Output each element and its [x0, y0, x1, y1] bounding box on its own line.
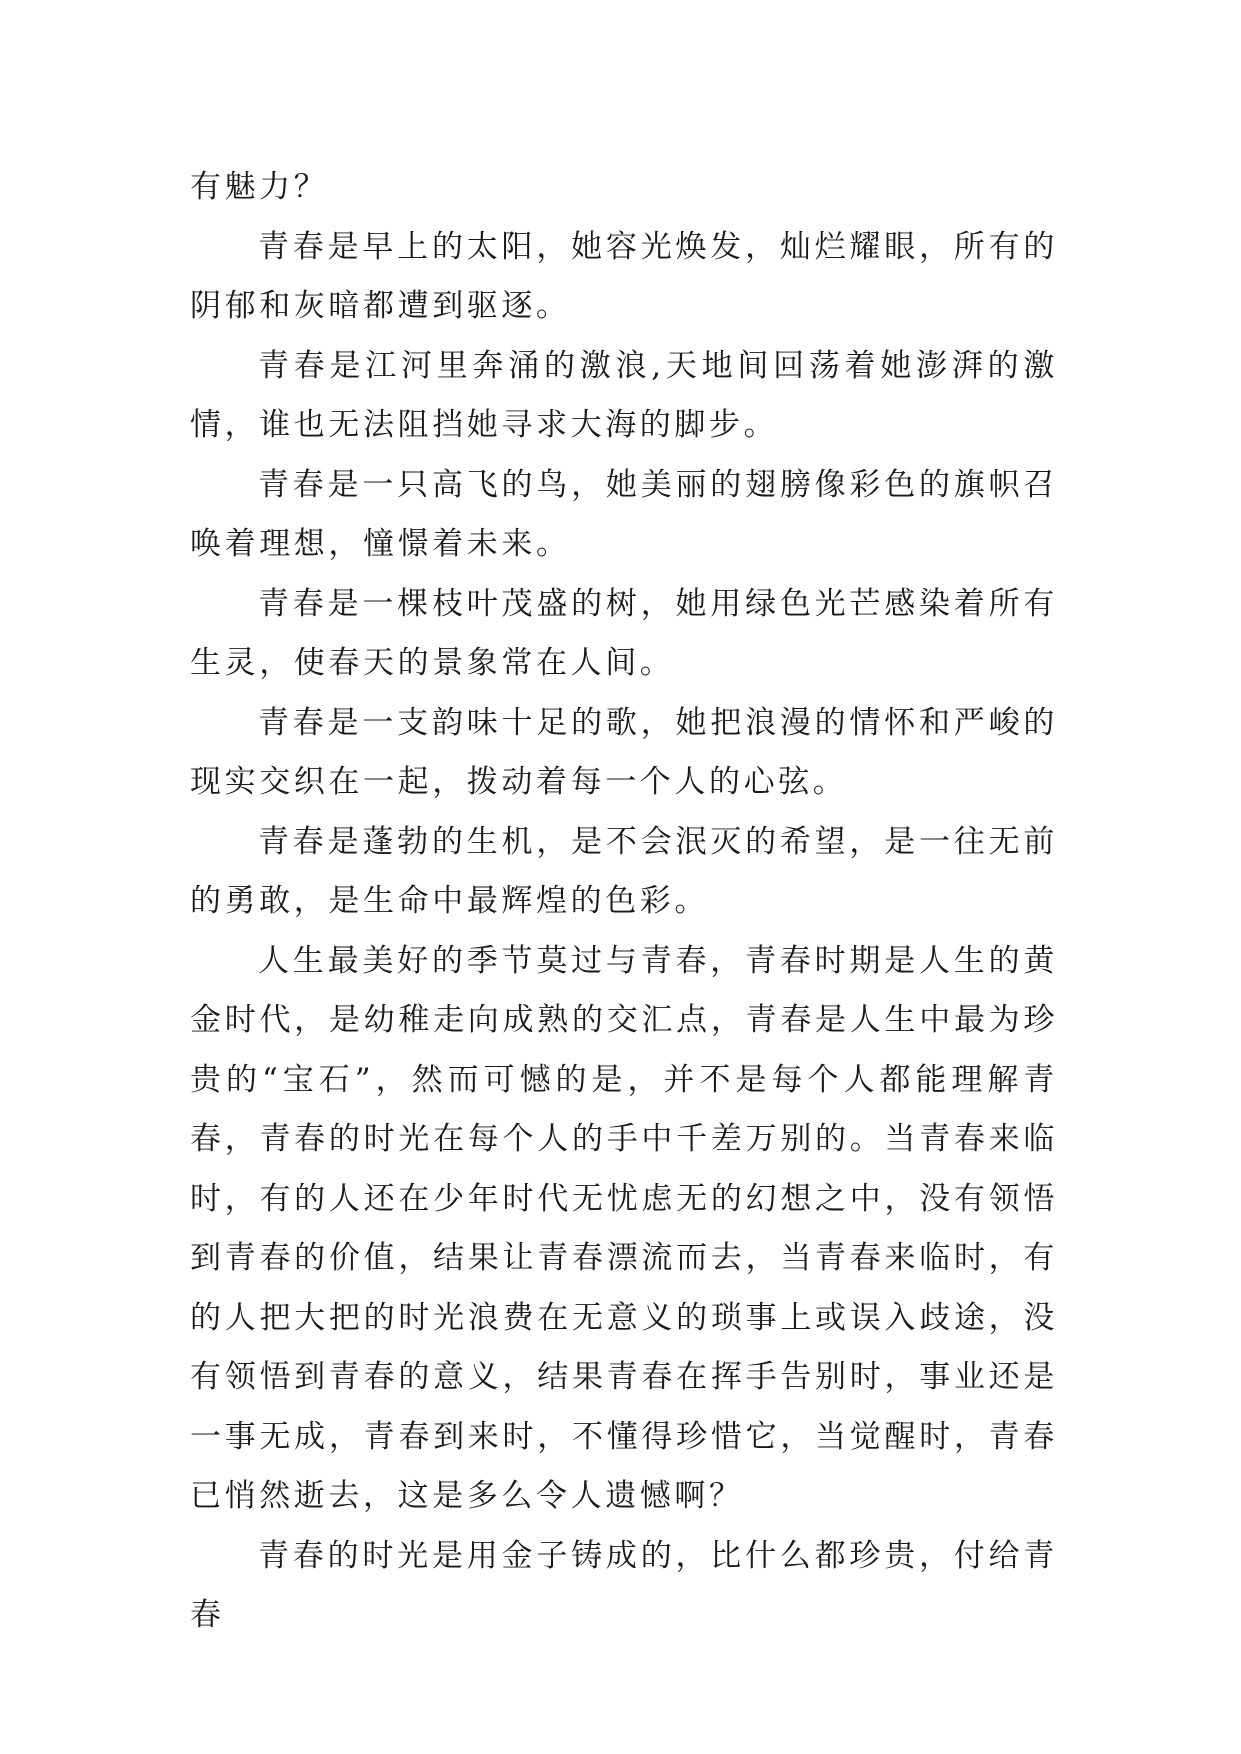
paragraph: 青春是一支韵味十足的歌，她把浪漫的情怀和严峻的现实交织在一起，拨动着每一个人的心弦。	[190, 704, 1058, 800]
paragraph: 青春是江河里奔涌的激浪,天地间回荡着她澎湃的激情，谁也无法阻挡她寻求大海的脚步。	[190, 347, 1058, 443]
paragraph: 青春是一只高飞的鸟，她美丽的翅膀像彩色的旗帜召唤着理想，憧憬着未来。	[190, 466, 1058, 562]
paragraph: 青春的时光是用金子铸成的，比什么都珍贵，付给青春	[190, 1537, 1058, 1633]
paragraph: 青春是早上的太阳，她容光焕发，灿烂耀眼，所有的阴郁和灰暗都遭到驱逐。	[190, 228, 1058, 324]
paragraph: 青春是一棵枝叶茂盛的树，她用绿色光芒感染着所有生灵，使春天的景象常在人间。	[190, 585, 1058, 681]
paragraph-continuation: 有魅力？	[190, 169, 329, 205]
paragraph: 青春是蓬勃的生机，是不会泯灭的希望，是一往无前的勇敢，是生命中最辉煌的色彩。	[190, 823, 1058, 919]
body-text	[190, 158, 1058, 1646]
paragraph: 人生最美好的季节莫过与青春，青春时期是人生的黄金时代，是幼稚走向成熟的交汇点，青春是人生中最为珍贵的“宝石”，然而可憾的是，并不是每个人都能理解青春，青春的时光在每个人的手中千差万别的。当青春来临时，有的人还在少年时代无忧虑无的幻想之中，没有领悟到青春的价值，结果让青春漂流而去，当青春来临时，有的人把大把的时光浪费在无意义的琐事上或误入歧途，没有领悟到青春的意义，结果青春在挥手告别时，事业还是一事无成，青春到来时，不懂得珍惜它，当觉醒时，青春已悄然逝去，这是多么令人遗憾啊？	[190, 942, 1058, 1514]
